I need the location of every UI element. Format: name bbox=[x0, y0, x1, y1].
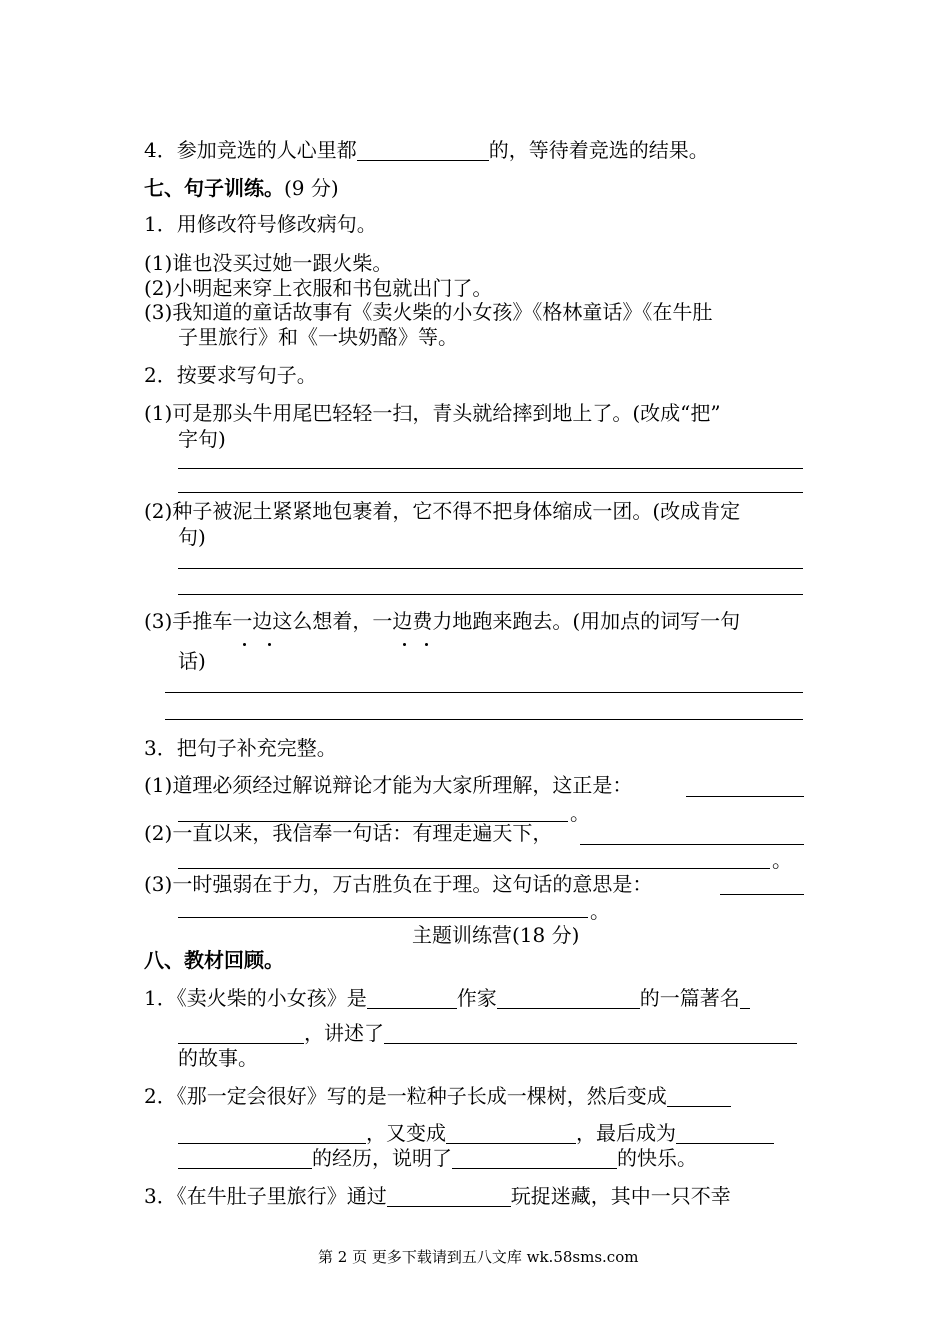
answer-blank[interactable] bbox=[676, 1123, 774, 1144]
theme-heading: 主题训练营(18 分) bbox=[412, 923, 580, 947]
answer-blank[interactable] bbox=[497, 988, 640, 1009]
emphasis-dot bbox=[403, 643, 406, 646]
answer-blank[interactable] bbox=[446, 1123, 576, 1144]
s7-q1-item-2: (2)小明起来穿上衣服和书包就出门了。 bbox=[144, 276, 493, 300]
s7-q3-item-1: (1)道理必须经过解说辩论才能为大家所理解，这正是： bbox=[144, 773, 633, 797]
s7-q2-item-1: (1)可是那头牛用尾巴轻轻一扫，青头就给摔到地上了。(改成“把” bbox=[144, 401, 721, 425]
answer-blank[interactable] bbox=[178, 1123, 366, 1144]
answer-blank[interactable] bbox=[740, 988, 750, 1009]
period: 。 bbox=[590, 899, 610, 923]
s7-q2-item-2: (2)种子被泥土紧紧地包裹着，它不得不把身体缩成一团。(改成肯定 bbox=[144, 499, 741, 523]
answer-line[interactable] bbox=[686, 796, 804, 797]
answer-blank[interactable] bbox=[367, 988, 457, 1009]
emphasis-dot bbox=[243, 643, 246, 646]
page-footer: 第 2 页 更多下载请到五八文库 wk.58sms.com bbox=[318, 1248, 639, 1266]
s8-question-1: 1．《卖火柴的小女孩》是 作家 的一篇著名 bbox=[144, 985, 750, 1011]
answer-line[interactable] bbox=[178, 568, 803, 569]
s8-question-1-end: 的故事。 bbox=[178, 1046, 258, 1070]
s7-question-2: 2．按要求写句子。 bbox=[144, 363, 317, 387]
section-7-heading: 七、句子训练。(9 分) bbox=[144, 176, 339, 200]
answer-line[interactable] bbox=[178, 868, 770, 869]
s7-question-3: 3．把句子补充完整。 bbox=[144, 736, 337, 760]
emphasis-dot bbox=[268, 643, 271, 646]
section-8-heading: 八、教材回顾。 bbox=[144, 948, 284, 972]
s7-q2-item-3-cont: 话) bbox=[178, 649, 206, 673]
s7-q1-item-3-cont: 子里旅行》和《一块奶酪》等。 bbox=[178, 325, 458, 349]
answer-blank[interactable] bbox=[384, 1023, 797, 1044]
answer-blank[interactable] bbox=[387, 1186, 511, 1207]
period: 。 bbox=[570, 801, 590, 825]
answer-line[interactable] bbox=[178, 468, 803, 469]
s7-q2-item-2-cont: 句) bbox=[178, 525, 206, 549]
s7-q2-item-3: (3)手推车一边这么想着，一边费力地跑来跑去。(用加点的词写一句 bbox=[144, 609, 741, 633]
s8-question-2-end: 的经历，说明了 的快乐。 bbox=[178, 1145, 697, 1171]
answer-line[interactable] bbox=[580, 844, 804, 845]
answer-line[interactable] bbox=[165, 692, 803, 693]
s8-question-1-cont: ，讲述了 bbox=[178, 1020, 797, 1046]
s7-q2-item-1-cont: 字句) bbox=[178, 427, 226, 451]
answer-blank[interactable] bbox=[452, 1148, 617, 1169]
answer-line[interactable] bbox=[720, 894, 804, 895]
s7-q1-item-3: (3)我知道的童话故事有《卖火柴的小女孩》《格林童话》《在牛肚 bbox=[144, 300, 713, 324]
answer-blank[interactable] bbox=[667, 1086, 731, 1107]
question-4: 4．参加竞选的人心里都 的，等待着竞选的结果。 bbox=[144, 138, 709, 162]
answer-blank[interactable] bbox=[357, 140, 489, 161]
s8-question-2-cont: ，又变成 ，最后成为 bbox=[178, 1120, 774, 1146]
s7-question-1: 1．用修改符号修改病句。 bbox=[144, 212, 377, 236]
s8-question-3: 3．《在牛肚子里旅行》通过 玩捉迷藏，其中一只不幸 bbox=[144, 1184, 731, 1208]
s7-q1-item-1: (1)谁也没买过她一跟火柴。 bbox=[144, 251, 393, 275]
answer-blank[interactable] bbox=[178, 1148, 312, 1169]
answer-line[interactable] bbox=[178, 917, 588, 918]
s7-q3-item-2: (2)一直以来，我信奉一句话：有理走遍天下， bbox=[144, 821, 553, 845]
answer-line[interactable] bbox=[178, 492, 803, 493]
emphasis-dot bbox=[425, 643, 428, 646]
answer-line[interactable] bbox=[165, 719, 803, 720]
s7-q3-item-3: (3)一时强弱在于力，万古胜负在于理。这句话的意思是： bbox=[144, 872, 653, 896]
answer-blank[interactable] bbox=[178, 1023, 304, 1044]
s8-question-2: 2．《那一定会很好》写的是一粒种子长成一棵树，然后变成 bbox=[144, 1083, 731, 1109]
answer-line[interactable] bbox=[178, 594, 803, 595]
period: 。 bbox=[772, 848, 792, 872]
